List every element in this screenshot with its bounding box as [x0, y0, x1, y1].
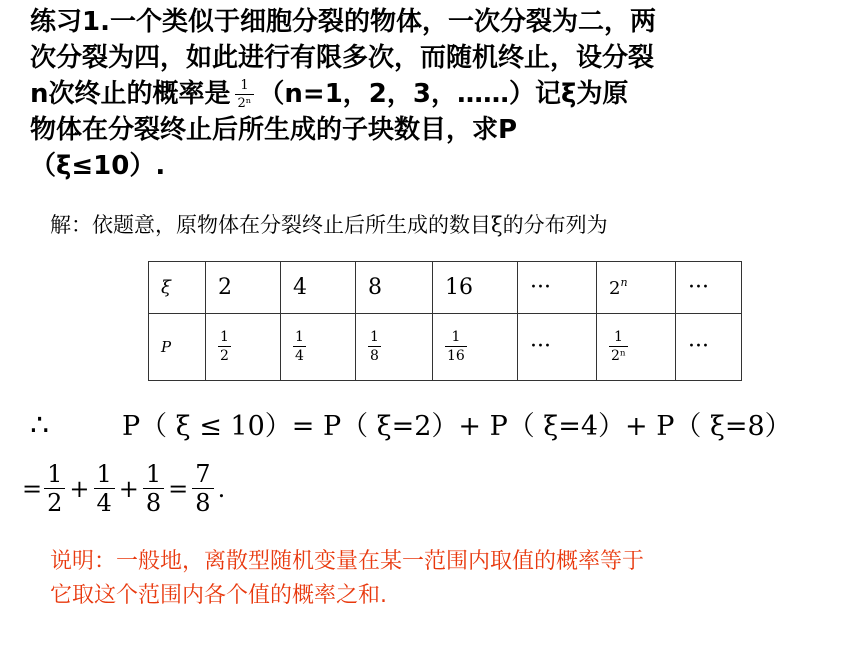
- equals-sign: =: [22, 474, 43, 503]
- prob-cell: [356, 313, 433, 380]
- prob-cell: [206, 313, 281, 380]
- value-cell: ···: [518, 262, 597, 314]
- note-line-2: 它取这个范围内各个值的概率之和.: [50, 583, 387, 608]
- fraction-numerator: 1: [451, 329, 461, 346]
- table-row-values: [149, 262, 742, 314]
- fraction-denominator: 8: [370, 348, 379, 365]
- fraction-numerator: 1: [220, 329, 229, 346]
- fraction-numerator: 1: [370, 329, 379, 346]
- fraction-denominator: 4: [295, 348, 304, 365]
- equation-line-2: [22, 462, 227, 515]
- p-header-cell: P: [149, 313, 206, 380]
- probability-fraction: [235, 79, 255, 110]
- problem-line-2: 次分裂为四，如此进行有限多次，而随机终止，设分裂: [30, 43, 655, 73]
- term-fraction: [94, 462, 115, 515]
- prob-fraction: [445, 330, 467, 363]
- fraction-numerator: 7: [195, 460, 211, 488]
- fraction-numerator: 1: [614, 329, 623, 346]
- term-fraction: [143, 462, 164, 515]
- note-line-1: 说明：一般地，离散型随机变量在某一范围内取值的概率等于: [50, 549, 645, 574]
- table-row-probabilities: [149, 313, 742, 380]
- value-cell: 16: [433, 262, 518, 314]
- prob-fraction: [293, 330, 306, 363]
- fraction-denominator: 8: [143, 488, 164, 515]
- fraction-numerator: 1: [96, 460, 112, 488]
- prob-fraction: [368, 330, 381, 363]
- exercise-label: 练习: [30, 7, 83, 37]
- therefore-symbol: ∴: [30, 408, 50, 443]
- exercise-number: 1.: [82, 7, 110, 37]
- prob-fraction: [609, 330, 628, 363]
- value-cell-power: [597, 262, 676, 314]
- fraction-denominator: 4: [94, 488, 115, 515]
- value-cell: ···: [676, 262, 742, 314]
- distribution-table: [148, 261, 742, 381]
- solution-intro: 解：依题意，原物体在分裂终止后所生成的数目ξ的分布列为: [50, 213, 608, 237]
- xi-header-cell: ξ: [149, 262, 206, 314]
- period: .: [217, 474, 226, 503]
- value-cell: 8: [356, 262, 433, 314]
- problem-line-1: [30, 4, 845, 40]
- problem-line-4: 物体在分裂终止后所生成的子块数目，求P: [30, 115, 518, 145]
- fraction-denominator: 2ⁿ: [611, 348, 626, 365]
- problem-statement: [30, 4, 845, 184]
- plus-sign: +: [118, 474, 139, 503]
- problem-text-1: 一个类似于细胞分裂的物体，一次分裂为二，两: [109, 7, 656, 37]
- prob-cell: ···: [676, 313, 742, 380]
- term-fraction: [44, 462, 65, 515]
- plus-sign: +: [69, 474, 90, 503]
- problem-text-3b: （n=1，2，3，……）记ξ为原: [258, 79, 629, 109]
- problem-text-3a: n次终止的概率是: [30, 79, 231, 109]
- fraction-numerator: 1: [240, 78, 249, 93]
- result-fraction: [192, 462, 213, 515]
- prob-cell: [597, 313, 676, 380]
- fraction-numerator: 1: [295, 329, 304, 346]
- prob-cell: [281, 313, 356, 380]
- fraction-denominator: 8: [192, 488, 213, 515]
- equals-sign: =: [168, 474, 189, 503]
- fraction-numerator: 1: [47, 460, 63, 488]
- equation-line-1: P（ ξ ≤ 10）= P（ ξ=2）+ P（ ξ=4）+ P（ ξ=8）: [122, 411, 792, 442]
- problem-line-3: [30, 76, 845, 112]
- fraction-numerator: 1: [145, 460, 162, 488]
- power-base: 2: [609, 277, 621, 299]
- fraction-denominator: 2: [220, 348, 229, 365]
- value-cell: 4: [281, 262, 356, 314]
- prob-fraction: [218, 330, 231, 363]
- value-cell: 2: [206, 262, 281, 314]
- explanation-note: [50, 545, 644, 613]
- prob-cell: ···: [518, 313, 597, 380]
- fraction-denominator: 16: [447, 348, 465, 365]
- prob-cell: [433, 313, 518, 380]
- fraction-denominator: 2ⁿ: [235, 94, 255, 110]
- power-exponent: n: [620, 275, 628, 289]
- fraction-denominator: 2: [44, 488, 65, 515]
- problem-line-5: （ξ≤10）.: [30, 151, 166, 181]
